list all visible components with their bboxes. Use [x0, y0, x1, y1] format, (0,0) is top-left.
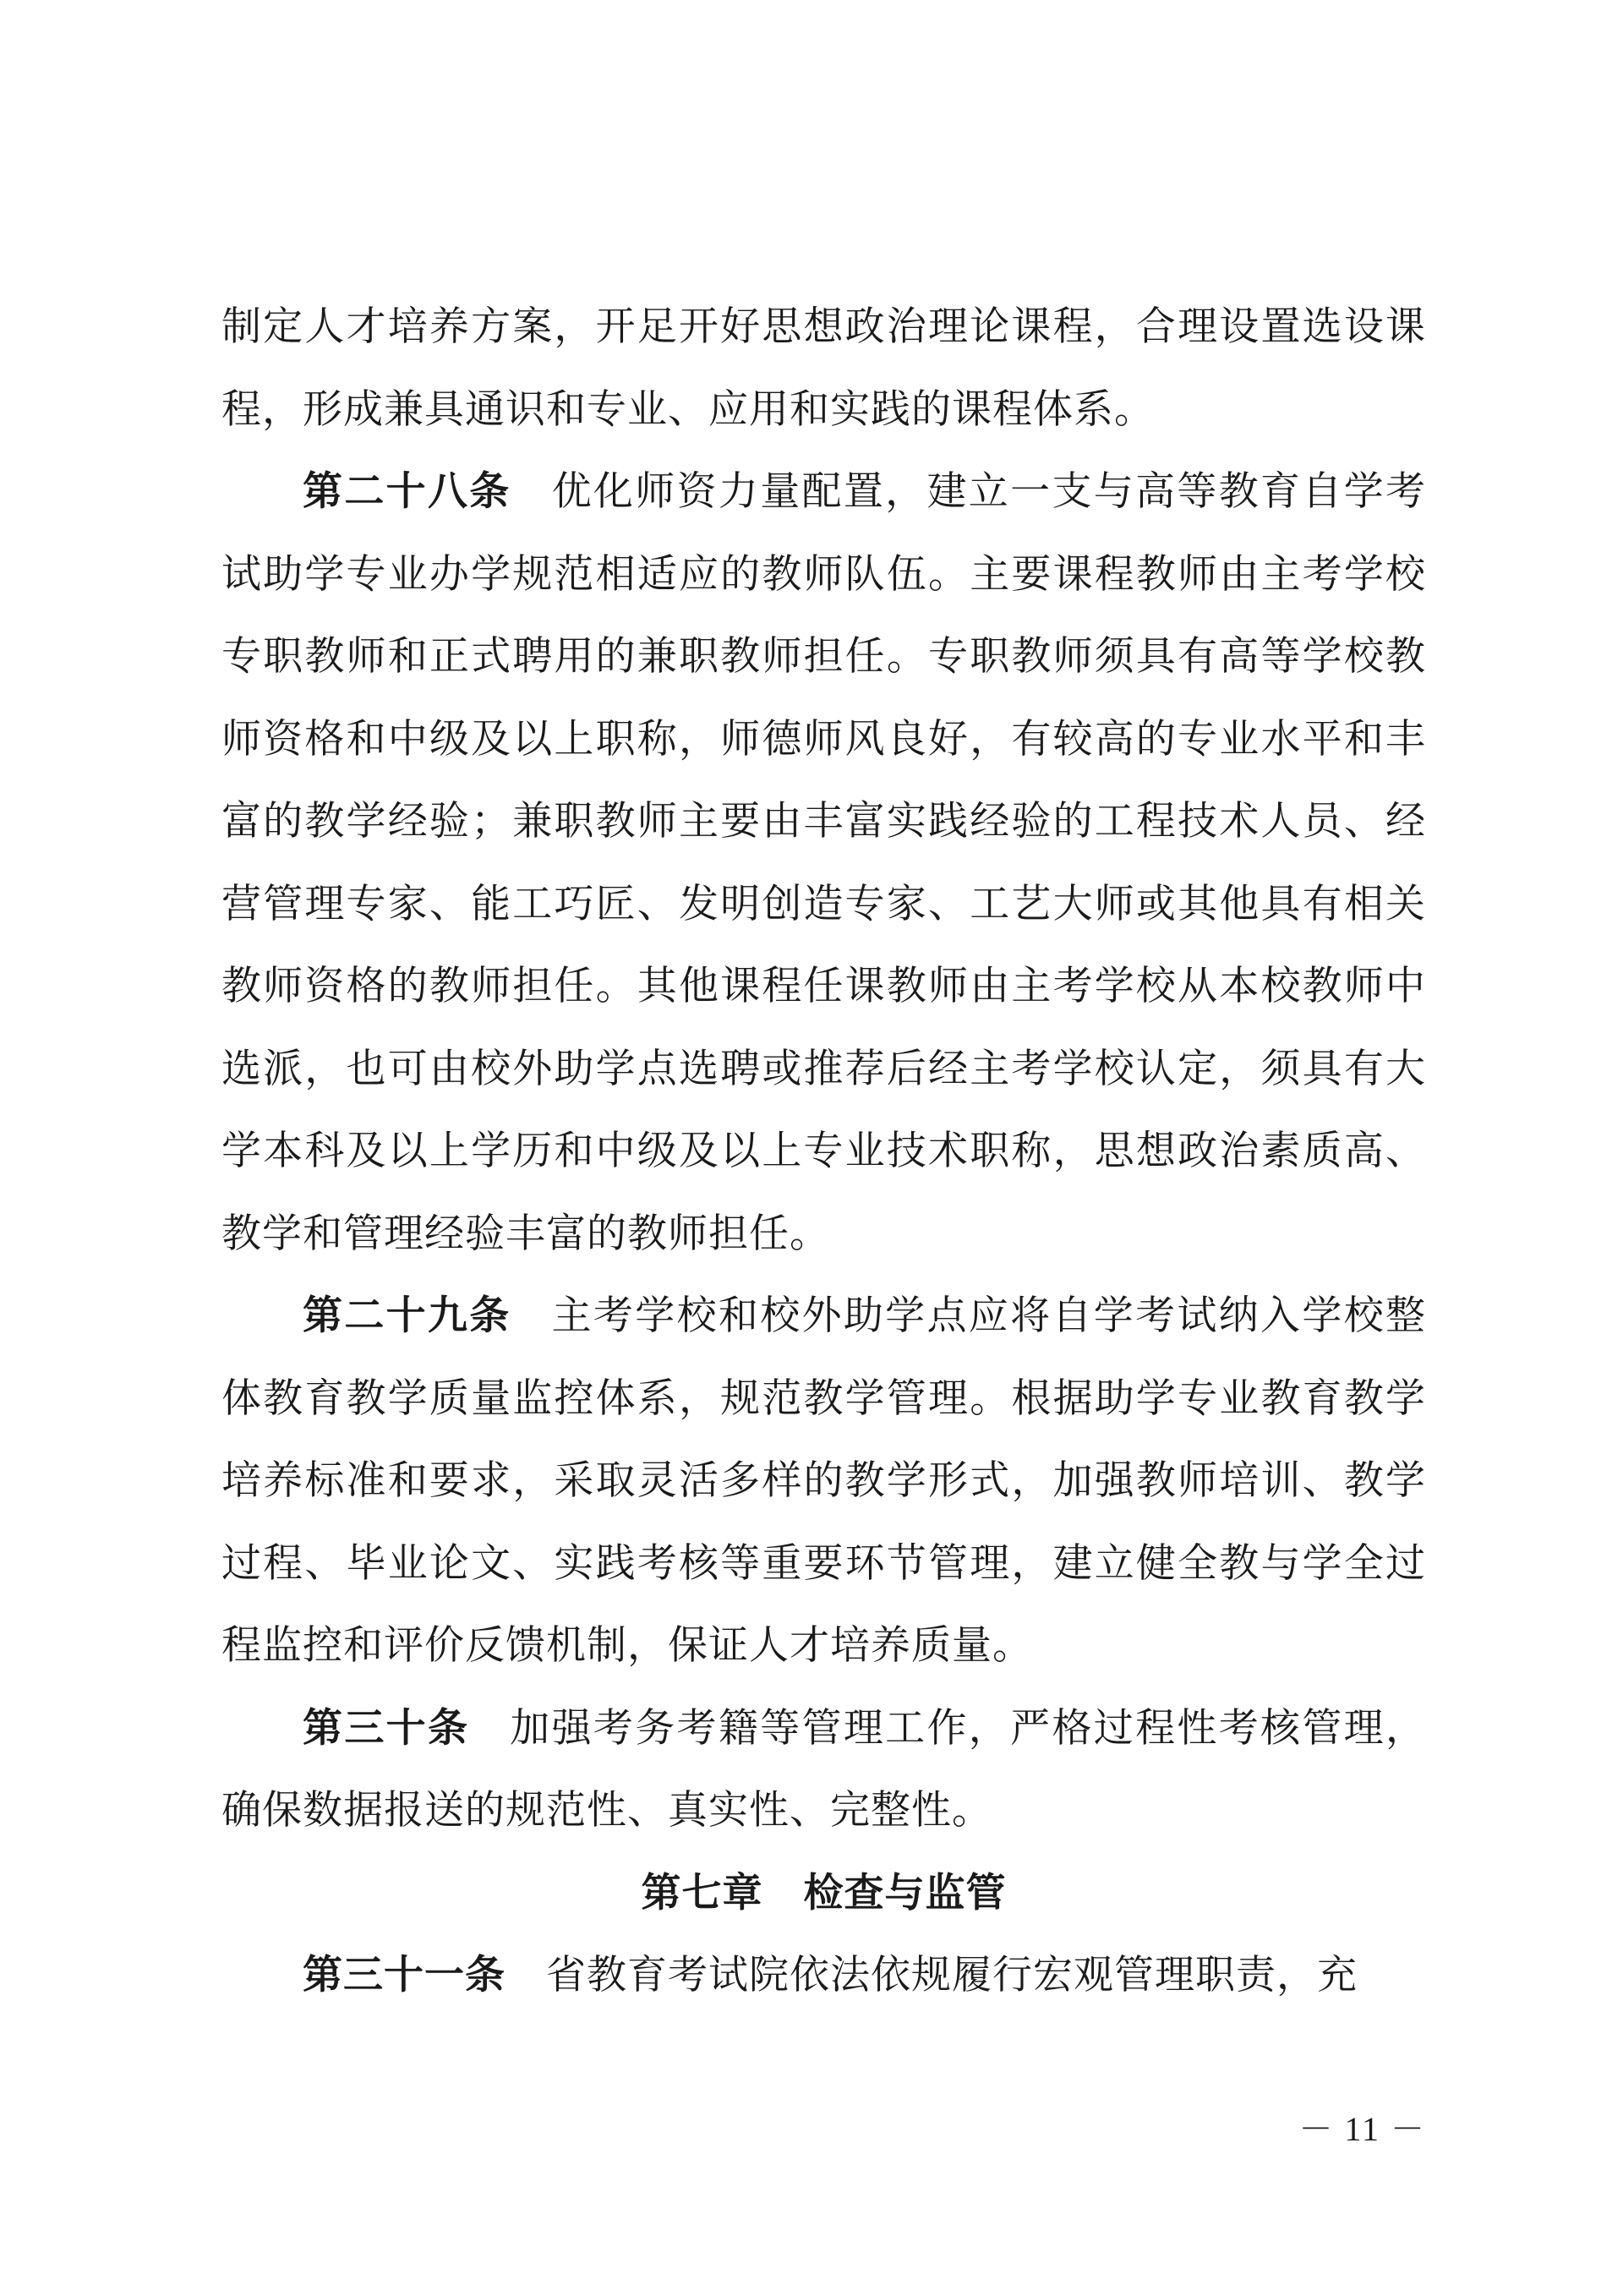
article-31 [221, 1934, 1426, 2017]
paragraph-text: 制定人才培养方案，开足开好思想政治理论课程，合理设置选设课程，形成兼具通识和专业、应用和实践的课程体系。 [221, 303, 1426, 433]
article-text: 省教育考试院依法依规履行宏观管理职责，充 [546, 1952, 1358, 1998]
paragraph-continued [221, 286, 1426, 451]
article-text: 主考学校和校外助学点应将自学考试纳入学校整体教育教学质量监控体系，规范教学管理。根据助学专业教育教学培养标准和要求，采取灵活多样的教学形式，加强教师培训、教学过程、毕业论文、实践考核等重要环节管理，建立健全教与学全过程监控和评价反馈机制，保证人才培养质量。 [221, 1293, 1427, 1669]
article-title: 第二十九条 [303, 1293, 511, 1339]
article-text: 优化师资力量配置，建立一支与高等教育自学考试助学专业办学规范相适应的教师队伍。主要课程教师由主考学校专职教师和正式聘用的兼职教师担任。专职教师须具有高等学校教师资格和中级及以上职称，师德师风良好，有较高的专业水平和丰富的教学经验；兼职教师主要由丰富实践经验的工程技术人员、经营管理专家、能工巧匠、发明创造专家、工艺大师或其他具有相关教师资格的教师担任。其他课程任课教师由主考学校从本校教师中选派，也可由校外助学点选聘或推荐后经主考学校认定，须具有大学本科及以上学历和中级及以上专业技术职称，思想政治素质高、教学和管理经验丰富的教师担任。 [221, 468, 1427, 1257]
article-30 [221, 1687, 1426, 1852]
article-29 [221, 1275, 1426, 1687]
article-title: 第二十八条 [303, 468, 511, 515]
chapter-heading: 第七章 检查与监管 [641, 1869, 1007, 1916]
article-title: 第三十一条 [303, 1952, 505, 1998]
article-text: 加强考务考籍等管理工作，严格过程性考核管理，确保数据报送的规范性、真实性、完整性。 [221, 1704, 1426, 1834]
article-28 [221, 451, 1426, 1275]
page-number: － 11 － [1298, 2110, 1426, 2148]
document-page [221, 286, 1426, 2017]
article-title: 第三十条 [303, 1704, 470, 1752]
